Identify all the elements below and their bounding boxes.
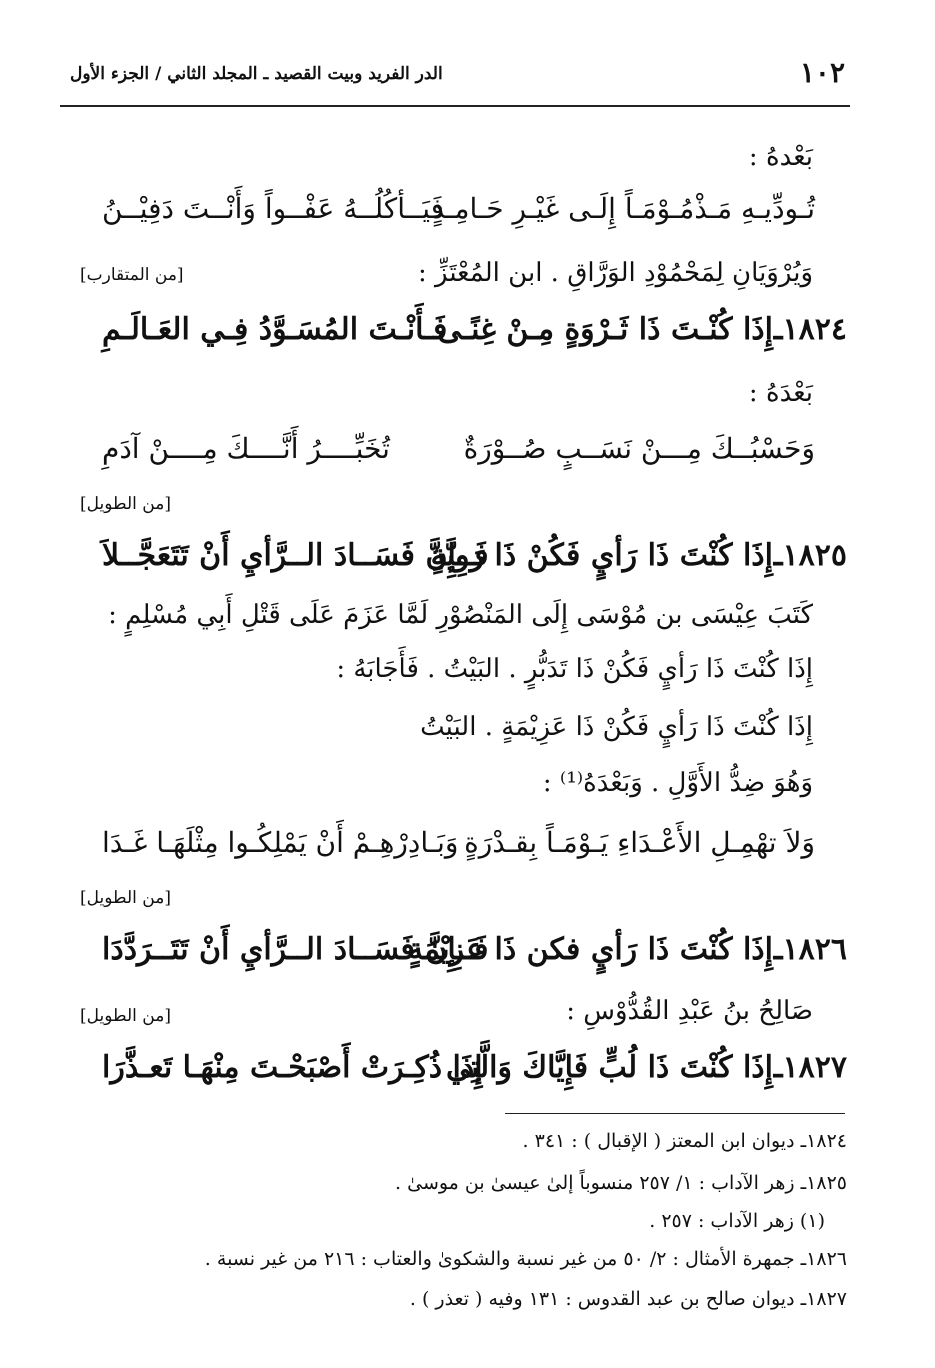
verse-left-hemistich: فَــإِنَّ فَسَــادَ الــرَّأيِ أَنْ تَتَعَجَّــلاَ bbox=[102, 538, 489, 573]
verse-left-hemistich: فَيَــأكُلُــهُ عَفْــواً وَأَنْــتَ دَفِيْــنُ bbox=[102, 192, 445, 225]
verse-right-hemistich: إِذَا كُنْـتَ ذَا ثَـرْوَةٍ مِـنْ غِنًـى bbox=[437, 312, 773, 347]
meter-label: [من الطويل] bbox=[80, 888, 171, 908]
text-line: وَيُرْوَيَانِ لِمَحْمُوْدِ الوَرَّاقِ . ابن المُعْتَزِّ : bbox=[417, 258, 813, 288]
header-rule bbox=[60, 105, 850, 107]
verse-number: ١٨٢٤ـ bbox=[773, 312, 847, 347]
verse-left-hemistich: إِذَا ذُكِـرَتْ أَصْبَحْـتَ مِنْهَـا تَعـذَّرَا bbox=[102, 1050, 483, 1085]
footnote: ١٨٢٦ـ جمهرة الأمثال : ٢/ ٥٠ من غير نسبة والشكوىٰ والعتاب : ٢١٦ من غير نسبة . bbox=[204, 1248, 847, 1270]
verse-number: ١٨٢٦ـ bbox=[773, 932, 847, 967]
text-line: كَتَبَ عِيْسَى بن مُوْسَى إِلَى المَنْصُوْرِ لَمَّا عَزَمَ عَلَى قَتْلِ أَبِي مُسْلِمٍ : bbox=[108, 600, 813, 630]
verse-number: ١٨٢٥ـ bbox=[773, 538, 847, 573]
text-line: إِذَا كُنْتَ ذَا رَأيٍ فَكُنْ ذَا تَدَبُّرٍ . البَيْتُ . فَأَجَابَهُ : bbox=[336, 654, 813, 684]
verse-right-hemistich: وَحَسْبُــكَ مِـــنْ نَسَــبٍ صُــوْرَةٌ bbox=[463, 432, 815, 465]
verse-left-hemistich: فَــإِنَّ فَسَــادَ الــرَّأيِ أَنْ تَتَــرَدَّدَا bbox=[102, 932, 489, 967]
text-line: وَهُوَ ضِدُّ الأَوَّلِ . وَبَعْدَهُ⁽¹⁾ : bbox=[542, 768, 813, 798]
verse-left-hemistich: وَبَـادِرْهِـمْ أَنْ يَمْلِكُـوا مِثْلَهَـا غَـدَا bbox=[102, 826, 459, 859]
verse-left-hemistich: تُخَبِّــــرُ أَنَّــــكَ مِــــنْ آدَمِ bbox=[102, 432, 390, 465]
verse-right-hemistich: إِذَا كُنْتَ ذَا رَأيٍ فكن ذَا عَزِيْمَةٍ bbox=[407, 932, 773, 967]
meter-label: [من الطويل] bbox=[80, 1006, 171, 1026]
text-line: إِذَا كُنْتَ ذَا رَأيٍ فَكُنْ ذَا عَزِيْمَةٍ . البَيْتُ bbox=[420, 712, 813, 742]
verse-right-hemistich: وَلاَ تهْمِـلِ الأَعْـدَاءِ يَـوْمَـاً بِقـدْرَةٍ bbox=[464, 826, 815, 859]
verse-left-hemistich: فَـأَنْـتَ المُسَـوَّدُ فِـي العَـالَـمِ bbox=[102, 312, 448, 347]
footnote: (١) زهر الآداب : ٢٥٧ . bbox=[649, 1210, 825, 1232]
verse-right-hemistich: إِذَا كُنْتَ ذَا لُبٍّ فَإِيَّاكَ وَالَّتِي bbox=[445, 1050, 773, 1085]
meter-label: [من الطويل] bbox=[80, 494, 171, 514]
verse-right-hemistich: إِذَا كُنْتَ ذَا رَأيٍ فَكُنْ ذَا رَوِيَّةٍ bbox=[430, 538, 773, 573]
verse-number: ١٨٢٧ـ bbox=[773, 1050, 847, 1085]
page-number: ١٠٢ bbox=[799, 56, 845, 89]
text-line: بَعْدَهُ : bbox=[748, 378, 813, 408]
text-line: صَالِحُ بنُ عَبْدِ القُدُّوْسِ : bbox=[566, 996, 813, 1026]
footnote-rule bbox=[505, 1113, 845, 1114]
text-line: بَعْدهُ : bbox=[748, 142, 813, 172]
running-title: الدر الفريد وبيت القصيد ـ المجلد الثاني / الجزء الأول bbox=[70, 64, 443, 84]
meter-label: [من المتقارب] bbox=[80, 265, 184, 285]
footnote: ١٨٢٥ـ زهر الآداب : ١/ ٢٥٧ منسوباً إلىٰ عيسىٰ بن موسىٰ . bbox=[395, 1172, 847, 1194]
verse-right-hemistich: تُـودِّيـهِ مَـذْمُـوْمَـاً إِلَـى غَيْـرِ حَـامِـدٍ bbox=[431, 192, 815, 225]
footnote: ١٨٢٤ـ ديوان ابن المعتز ( الإقبال ) : ٣٤١ . bbox=[522, 1130, 847, 1152]
footnote: ١٨٢٧ـ ديوان صالح بن عبد القدوس : ١٣١ وفيه ( تعذر ) . bbox=[409, 1288, 847, 1310]
